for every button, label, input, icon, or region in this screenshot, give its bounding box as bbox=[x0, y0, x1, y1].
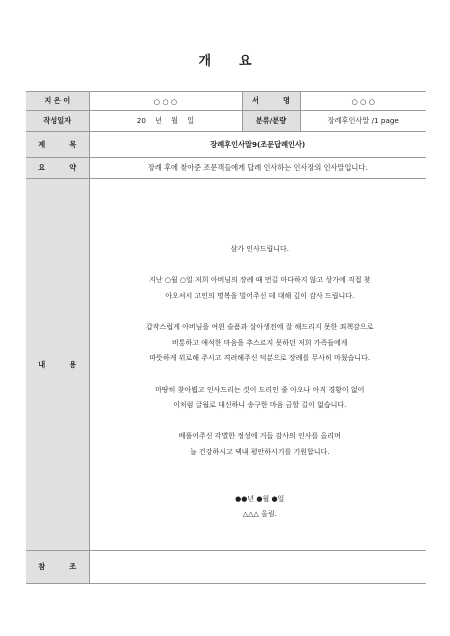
subject-value: 장례후인사말9(조문답례인사) bbox=[89, 132, 426, 158]
paragraph-2-line-1: 갑작스럽게 아버님을 여읜 슬픔과 살아생전에 잘 해드리지 못한 죄책감으로 bbox=[146, 323, 374, 332]
paragraph-3-line-2: 이처럼 글월로 대신하니 송구한 마음 금할 길이 없습니다. bbox=[173, 401, 347, 410]
category-value: 장례후인사말 /1 page bbox=[300, 111, 426, 132]
content-label: 내 용 bbox=[26, 179, 89, 551]
reference-row bbox=[26, 551, 426, 584]
author-value: ○ ○ ○ bbox=[89, 92, 242, 111]
summary-value: 장례 후에 찾아준 조문객들에게 답례 인사하는 인사장의 인사말입니다. bbox=[89, 158, 426, 179]
summary-label: 요 약 bbox=[26, 158, 89, 179]
author-label: 지 은 이 bbox=[26, 92, 89, 111]
paragraph-2-line-2: 비통하고 애석한 마음을 추스르지 못하던 저희 가족들에게 bbox=[171, 338, 348, 347]
page-title-char-1: 개 bbox=[198, 54, 211, 69]
paragraph-4-line-1: 베풀어주신 각별한 정성에 거듭 감사의 인사를 올리며 bbox=[178, 432, 341, 441]
signature-line: △△△ 올림. bbox=[242, 510, 277, 519]
content-row bbox=[26, 179, 426, 551]
paragraph-1-line-1: 지난 ○월 ○일 저희 아버님의 장례 때 먼길 마다하지 않고 상가에 직접 찾 bbox=[149, 276, 371, 285]
author-row bbox=[26, 92, 426, 111]
date-value: 20 년 월 일 bbox=[89, 111, 242, 132]
date-label: 작성일자 bbox=[26, 111, 89, 132]
subject-row bbox=[26, 132, 426, 158]
paragraph-3-line-1: 마땅히 찾아뵙고 인사드리는 것이 도리인 줄 아오나 아직 경황이 없어 bbox=[155, 385, 365, 394]
subject-label: 제 목 bbox=[26, 132, 89, 158]
page-title-char-2: 요 bbox=[239, 54, 252, 69]
name-value: ○ ○ ○ bbox=[300, 92, 426, 111]
reference-value bbox=[89, 551, 426, 584]
date-row bbox=[26, 111, 426, 132]
paragraph-1-line-2: 아오셔서 고인의 명복을 빌어주신 데 대해 깊이 감사 드립니다. bbox=[165, 291, 355, 300]
content-body bbox=[89, 179, 426, 551]
date-line: ●●년 ●월 ●일 bbox=[235, 494, 285, 503]
overview-form-table bbox=[26, 91, 426, 584]
summary-row bbox=[26, 158, 426, 179]
name-label: 서 명 bbox=[242, 92, 300, 111]
paragraph-2-line-3: 따뜻하게 위로해 주시고 격려해주신 덕분으로 장례를 무사히 마쳤습니다. bbox=[149, 354, 371, 363]
category-label: 분류/분량 bbox=[242, 111, 300, 132]
paragraph-4-line-2: 늘 건강하시고 댁내 평안하시기를 기원합니다. bbox=[189, 447, 330, 456]
page-title bbox=[0, 50, 450, 69]
reference-label: 참 조 bbox=[26, 551, 89, 584]
greeting-line: 삼가 인사드립니다. bbox=[230, 245, 290, 254]
